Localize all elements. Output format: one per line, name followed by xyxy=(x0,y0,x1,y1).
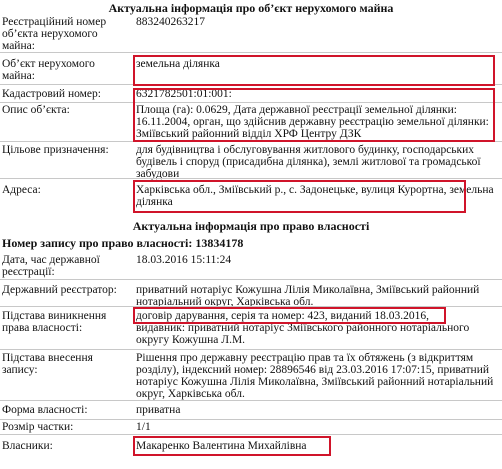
label-registration-date: Дата, час державної реєстрації: xyxy=(2,254,100,278)
value-ownership-form: приватна xyxy=(136,404,181,416)
label-ownership-form: Форма власності: xyxy=(2,404,88,416)
section-title-property: Актуальна інформація про об’єкт нерухомого майна xyxy=(108,1,394,15)
value-ownership-basis-line: видавник: приватний нотаріус Зміївського районного нотаріального xyxy=(136,322,470,334)
label-entry-basis: Підстава внесення запису: xyxy=(2,352,93,376)
value-share-size: 1/1 xyxy=(136,421,151,433)
value-entry-basis: Рішення про державну реєстрацію прав та їх обтяжень (з відкриттям розділу), індексний номер: 28896546 від 23.03.2016 17:07:15, приватний нотаріус Кожушна Лілія Миколаївна, Зміївський районний нотаріальний округ, Харківська обл. xyxy=(136,352,494,400)
highlight-box-owner xyxy=(133,436,331,456)
value-ownership-basis-line: округу Кожушна Л.М. xyxy=(136,334,246,346)
value-registration-date: 18.03.2016 15:11:24 xyxy=(136,254,232,266)
highlight-box-deed xyxy=(133,307,446,324)
value-registration-number: 883240263217 xyxy=(136,16,205,28)
value-owners: Макаренко Валентина Михайлівна xyxy=(136,440,307,452)
label-owners: Власники: xyxy=(2,440,53,452)
value-address: Харківська обл., Зміївський р., с. Задонецьке, вулиця Курортна, земельна ділянка xyxy=(136,184,494,208)
value-cadastral-number: 6321782501:01:001: xyxy=(136,88,232,100)
section-title-ownership: Актуальна інформація про право власності xyxy=(132,219,370,233)
ownership-record-number: Номер запису про право власності: 13834178 xyxy=(2,236,244,250)
separator xyxy=(0,178,502,179)
label-registrar: Державний реєстратор: xyxy=(2,284,117,296)
label-description: Опис об’єкта: xyxy=(2,104,70,116)
label-address: Адреса: xyxy=(2,184,41,196)
value-registrar: приватний нотаріус Кожушна Лілія Миколаївна, Зміївський районний нотаріальний округ, Харківська обл. xyxy=(136,284,480,308)
highlight-box-cadastral-description xyxy=(133,88,495,142)
highlight-box-address xyxy=(133,180,466,213)
separator xyxy=(0,400,502,401)
highlight-box-object-type xyxy=(133,55,495,86)
label-object-type: Об’єкт нерухомого майна: xyxy=(2,58,95,82)
value-ownership-basis-line: договір дарування, серія та номер: 423, виданий 18.03.2016, xyxy=(136,310,430,322)
value-purpose: для будівництва і обслуговування житлового будинку, господарських будівель і споруд (присадибна ділянка), землі житлової та громадської забудови xyxy=(136,144,481,180)
value-object-type: земельна ділянка xyxy=(136,58,220,70)
label-cadastral-number: Кадастровий номер: xyxy=(2,88,101,100)
separator xyxy=(0,419,502,420)
label-share-size: Розмір частки: xyxy=(2,421,74,433)
value-description: Площа (га): 0.0629, Дата державної реєстрації земельної ділянки: 16.11.2004, орган, що здійснив державну реєстрацію земельної ділянки: Зміївський районний відділ ХРФ Центру ДЗК xyxy=(136,104,489,140)
label-registration-number: Реєстраційний номер об’єкта нерухомого майна: xyxy=(2,16,107,52)
separator xyxy=(0,52,502,53)
label-purpose: Цільове призначення: xyxy=(2,144,109,156)
separator xyxy=(0,434,502,435)
separator xyxy=(0,279,502,280)
label-ownership-basis: Підстава виникнення права власності: xyxy=(2,310,107,334)
separator xyxy=(0,349,502,350)
